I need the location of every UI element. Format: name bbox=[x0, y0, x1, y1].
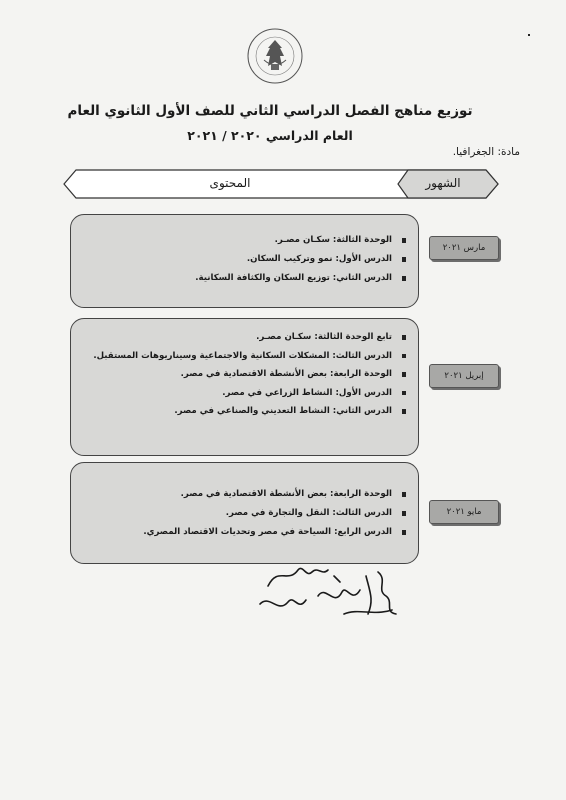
topic-item: الوحدة الرابعة: بعض الأنشطة الاقتصادية في مصر. bbox=[71, 489, 414, 500]
month-label-april: إبريل ٢٠٢١ bbox=[429, 364, 499, 388]
topic-item: الدرس الأول: نمو وتركيب السكان. bbox=[71, 254, 414, 265]
handwritten-signature bbox=[248, 556, 418, 626]
content-box-april bbox=[70, 318, 419, 456]
page-title: توزيع مناهج الفصل الدراسي الثاني للصف الأول الثانوي العام bbox=[67, 103, 473, 119]
topic-item: الدرس الثاني: توزيع السكان والكثافة السكانية. bbox=[71, 273, 414, 284]
topic-item: الدرس الثالث: المشكلات السكانية والاجتماعية وسيناريوهات المستقبل. bbox=[71, 351, 414, 362]
content-box-march bbox=[70, 214, 419, 308]
subject-label: مادة: الجغرافيا. bbox=[452, 146, 520, 158]
content-box-may bbox=[70, 462, 419, 564]
ministry-logo bbox=[240, 26, 310, 88]
topic-item: تابع الوحدة الثالثة: سكـان مصـر. bbox=[71, 332, 414, 343]
month-label-may: مايو ٢٠٢١ bbox=[429, 500, 499, 524]
topic-item: الوحدة الثالثة: سكـان مصـر. bbox=[71, 235, 414, 246]
topic-item: الدرس الثالث: النقل والتجارة في مصر. bbox=[71, 508, 414, 519]
topic-item: الدرس الثاني: النشاط التعديني والصناعي في مصر. bbox=[71, 406, 414, 417]
topic-item: الوحدة الرابعة: بعض الأنشطة الاقتصادية في مصر. bbox=[71, 369, 414, 380]
topic-list bbox=[71, 319, 418, 417]
topic-list bbox=[71, 463, 418, 538]
topic-item: الدرس الرابع: السياحة في مصر وتحديات الاقتصاد المصري. bbox=[71, 527, 414, 538]
column-header-months: الشهور bbox=[425, 176, 461, 190]
speck bbox=[528, 34, 530, 36]
academic-year: العام الدراسي ٢٠٢٠ / ٢٠٢١ bbox=[187, 128, 353, 143]
topic-list bbox=[71, 215, 418, 284]
column-header-content: المحتوى bbox=[209, 176, 251, 190]
topic-item: الدرس الأول: النشاط الزراعي في مصر. bbox=[71, 388, 414, 399]
month-label-march: مارس ٢٠٢١ bbox=[429, 236, 499, 260]
